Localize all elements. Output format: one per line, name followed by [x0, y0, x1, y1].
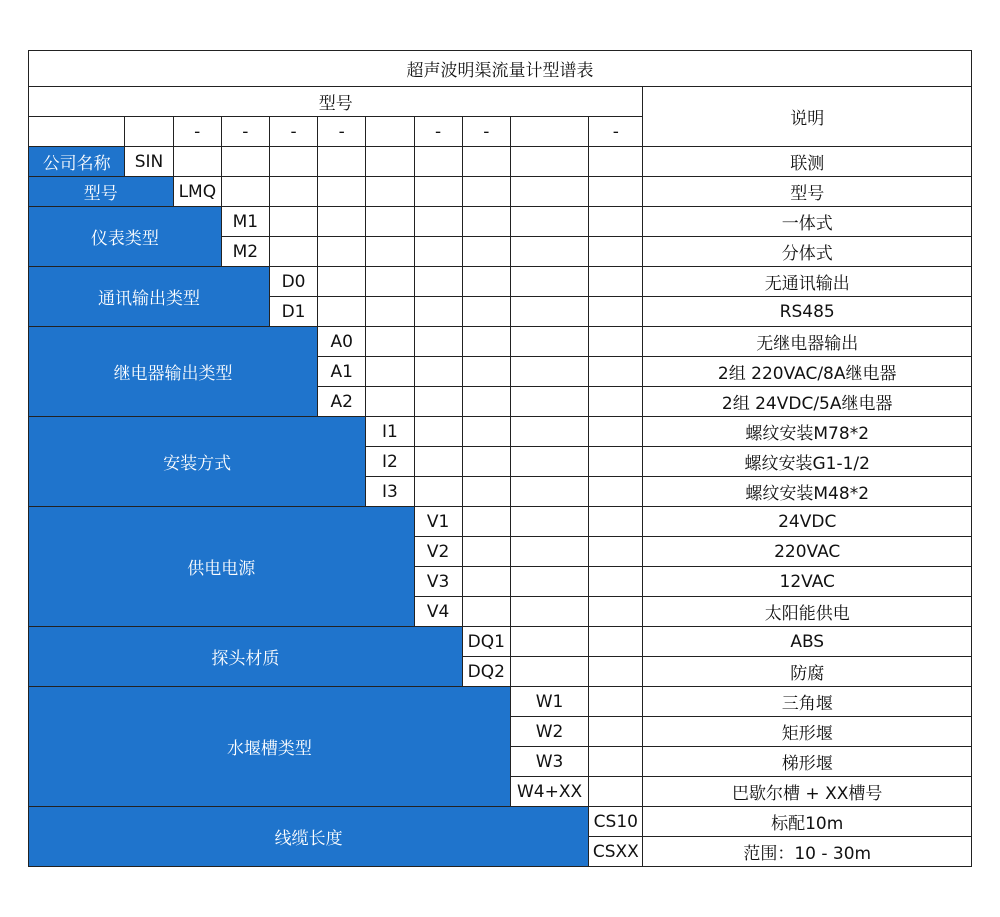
option-code: I1	[366, 417, 414, 447]
empty-cell	[589, 327, 643, 357]
empty-cell	[366, 237, 414, 267]
empty-cell	[510, 597, 588, 627]
empty-cell	[462, 537, 510, 567]
install-label: 安装方式	[29, 417, 366, 507]
option-desc: 24VDC	[643, 507, 972, 537]
empty-cell	[510, 147, 588, 177]
table-row	[29, 807, 972, 837]
option-code: A0	[318, 327, 366, 357]
empty-cell	[462, 267, 510, 297]
empty-cell	[589, 237, 643, 267]
company-desc: 联测	[643, 147, 972, 177]
option-desc: 一体式	[643, 207, 972, 237]
empty-cell	[414, 387, 462, 417]
empty-cell	[589, 537, 643, 567]
option-desc: 太阳能供电	[643, 597, 972, 627]
empty-cell	[462, 597, 510, 627]
empty-cell	[510, 537, 588, 567]
weir-label: 水堰槽类型	[29, 687, 511, 807]
empty-cell	[318, 177, 366, 207]
option-code: A1	[318, 357, 366, 387]
empty-cell	[510, 357, 588, 387]
model-label: 型号	[29, 177, 174, 207]
empty-cell	[366, 147, 414, 177]
empty-cell	[221, 177, 269, 207]
option-desc: ABS	[643, 627, 972, 657]
empty-cell	[589, 207, 643, 237]
option-code: V2	[414, 537, 462, 567]
empty-cell	[589, 297, 643, 327]
table-row	[29, 327, 972, 357]
empty-cell	[589, 657, 643, 687]
option-desc: 三角堰	[643, 687, 972, 717]
empty-cell	[510, 297, 588, 327]
option-code: A2	[318, 387, 366, 417]
option-desc: 螺纹安装M78*2	[643, 417, 972, 447]
empty-cell	[462, 147, 510, 177]
empty-cell	[366, 177, 414, 207]
option-code: W1	[510, 687, 588, 717]
empty-cell	[589, 627, 643, 657]
table-row	[29, 177, 972, 207]
option-desc: 2组 220VAC/8A继电器	[643, 357, 972, 387]
empty-cell	[589, 147, 643, 177]
probe-label: 探头材质	[29, 627, 463, 687]
option-code: V1	[414, 507, 462, 537]
option-desc: 螺纹安装M48*2	[643, 477, 972, 507]
empty-cell	[366, 387, 414, 417]
empty-cell	[510, 237, 588, 267]
empty-cell	[462, 417, 510, 447]
dash-cell	[510, 117, 588, 147]
empty-cell	[462, 447, 510, 477]
empty-cell	[221, 147, 269, 177]
empty-cell	[589, 567, 643, 597]
option-desc: 范围：10 - 30m	[643, 837, 972, 867]
table-row	[29, 147, 972, 177]
model-header: 型号	[29, 87, 643, 117]
empty-cell	[510, 477, 588, 507]
option-desc: 12VAC	[643, 567, 972, 597]
empty-cell	[510, 327, 588, 357]
empty-cell	[510, 627, 588, 657]
empty-cell	[510, 567, 588, 597]
empty-cell	[589, 777, 643, 807]
empty-cell	[318, 297, 366, 327]
empty-cell	[414, 237, 462, 267]
option-code: CSXX	[589, 837, 643, 867]
empty-cell	[366, 327, 414, 357]
empty-cell	[589, 687, 643, 717]
empty-cell	[510, 507, 588, 537]
dash-cell: -	[269, 117, 317, 147]
table-row	[29, 687, 972, 717]
desc-header: 说明	[643, 87, 972, 147]
empty-cell	[269, 237, 317, 267]
dash-cell: -	[414, 117, 462, 147]
empty-cell	[589, 477, 643, 507]
empty-cell	[414, 177, 462, 207]
option-code: W3	[510, 747, 588, 777]
empty-cell	[366, 267, 414, 297]
table-row	[29, 507, 972, 537]
empty-cell	[510, 207, 588, 237]
empty-cell	[510, 267, 588, 297]
empty-cell	[414, 327, 462, 357]
empty-cell	[414, 477, 462, 507]
dash-cell: -	[173, 117, 221, 147]
empty-cell	[318, 207, 366, 237]
empty-cell	[269, 147, 317, 177]
dash-cell: -	[221, 117, 269, 147]
company-label: 公司名称	[29, 147, 125, 177]
empty-cell	[589, 267, 643, 297]
empty-cell	[414, 207, 462, 237]
option-code: CS10	[589, 807, 643, 837]
empty-cell	[462, 387, 510, 417]
dash-cell: -	[462, 117, 510, 147]
option-code: W2	[510, 717, 588, 747]
model-desc: 型号	[643, 177, 972, 207]
empty-cell	[414, 357, 462, 387]
empty-cell	[589, 507, 643, 537]
option-code: DQ1	[462, 627, 510, 657]
option-code: D1	[269, 297, 317, 327]
empty-cell	[414, 417, 462, 447]
option-desc: 2组 24VDC/5A继电器	[643, 387, 972, 417]
empty-cell	[366, 207, 414, 237]
empty-cell	[462, 327, 510, 357]
option-desc: 无通讯输出	[643, 267, 972, 297]
empty-cell	[462, 207, 510, 237]
option-desc: 螺纹安装G1-1/2	[643, 447, 972, 477]
header-row	[29, 87, 972, 117]
table-row	[29, 417, 972, 447]
empty-cell	[589, 717, 643, 747]
relay-label: 继电器输出类型	[29, 327, 318, 417]
option-code: D0	[269, 267, 317, 297]
option-desc: 防腐	[643, 657, 972, 687]
empty-cell	[318, 237, 366, 267]
spec-table	[28, 50, 972, 867]
empty-cell	[414, 267, 462, 297]
option-code: M2	[221, 237, 269, 267]
option-desc: 梯形堰	[643, 747, 972, 777]
empty-cell	[462, 357, 510, 387]
empty-cell	[462, 177, 510, 207]
table-title: 超声波明渠流量计型谱表	[29, 51, 972, 87]
empty-cell	[318, 147, 366, 177]
option-desc: 标配10m	[643, 807, 972, 837]
option-code: W4+XX	[510, 777, 588, 807]
empty-cell	[589, 417, 643, 447]
instrument-label: 仪表类型	[29, 207, 222, 267]
empty-cell	[510, 417, 588, 447]
option-desc: 无继电器输出	[643, 327, 972, 357]
option-code: V4	[414, 597, 462, 627]
empty-cell	[462, 297, 510, 327]
empty-cell	[269, 207, 317, 237]
empty-cell	[462, 567, 510, 597]
empty-cell	[589, 747, 643, 777]
option-desc: RS485	[643, 297, 972, 327]
empty-cell	[269, 177, 317, 207]
option-code: V3	[414, 567, 462, 597]
option-desc: 矩形堰	[643, 717, 972, 747]
empty-cell	[589, 177, 643, 207]
dash-cell	[125, 117, 173, 147]
option-desc: 分体式	[643, 237, 972, 267]
table-row	[29, 267, 972, 297]
empty-cell	[318, 267, 366, 297]
option-code: DQ2	[462, 657, 510, 687]
comm-label: 通讯输出类型	[29, 267, 270, 327]
empty-cell	[510, 657, 588, 687]
dash-cell: -	[318, 117, 366, 147]
dash-cell	[366, 117, 414, 147]
empty-cell	[510, 447, 588, 477]
option-code: I3	[366, 477, 414, 507]
power-label: 供电电源	[29, 507, 415, 627]
empty-cell	[510, 387, 588, 417]
option-desc: 220VAC	[643, 537, 972, 567]
model-code: LMQ	[173, 177, 221, 207]
table-row	[29, 627, 972, 657]
empty-cell	[462, 237, 510, 267]
empty-cell	[462, 477, 510, 507]
empty-cell	[589, 387, 643, 417]
empty-cell	[414, 447, 462, 477]
cable-label: 线缆长度	[29, 807, 589, 867]
empty-cell	[414, 297, 462, 327]
empty-cell	[366, 297, 414, 327]
dash-cell: -	[589, 117, 643, 147]
empty-cell	[589, 597, 643, 627]
option-code: M1	[221, 207, 269, 237]
empty-cell	[173, 147, 221, 177]
empty-cell	[510, 177, 588, 207]
dash-cell	[29, 117, 125, 147]
empty-cell	[589, 357, 643, 387]
empty-cell	[366, 357, 414, 387]
empty-cell	[589, 447, 643, 477]
title-row	[29, 51, 972, 87]
table-row	[29, 207, 972, 237]
option-code: I2	[366, 447, 414, 477]
option-desc: 巴歇尔槽 + XX槽号	[643, 777, 972, 807]
company-code: SIN	[125, 147, 173, 177]
empty-cell	[462, 507, 510, 537]
empty-cell	[414, 147, 462, 177]
